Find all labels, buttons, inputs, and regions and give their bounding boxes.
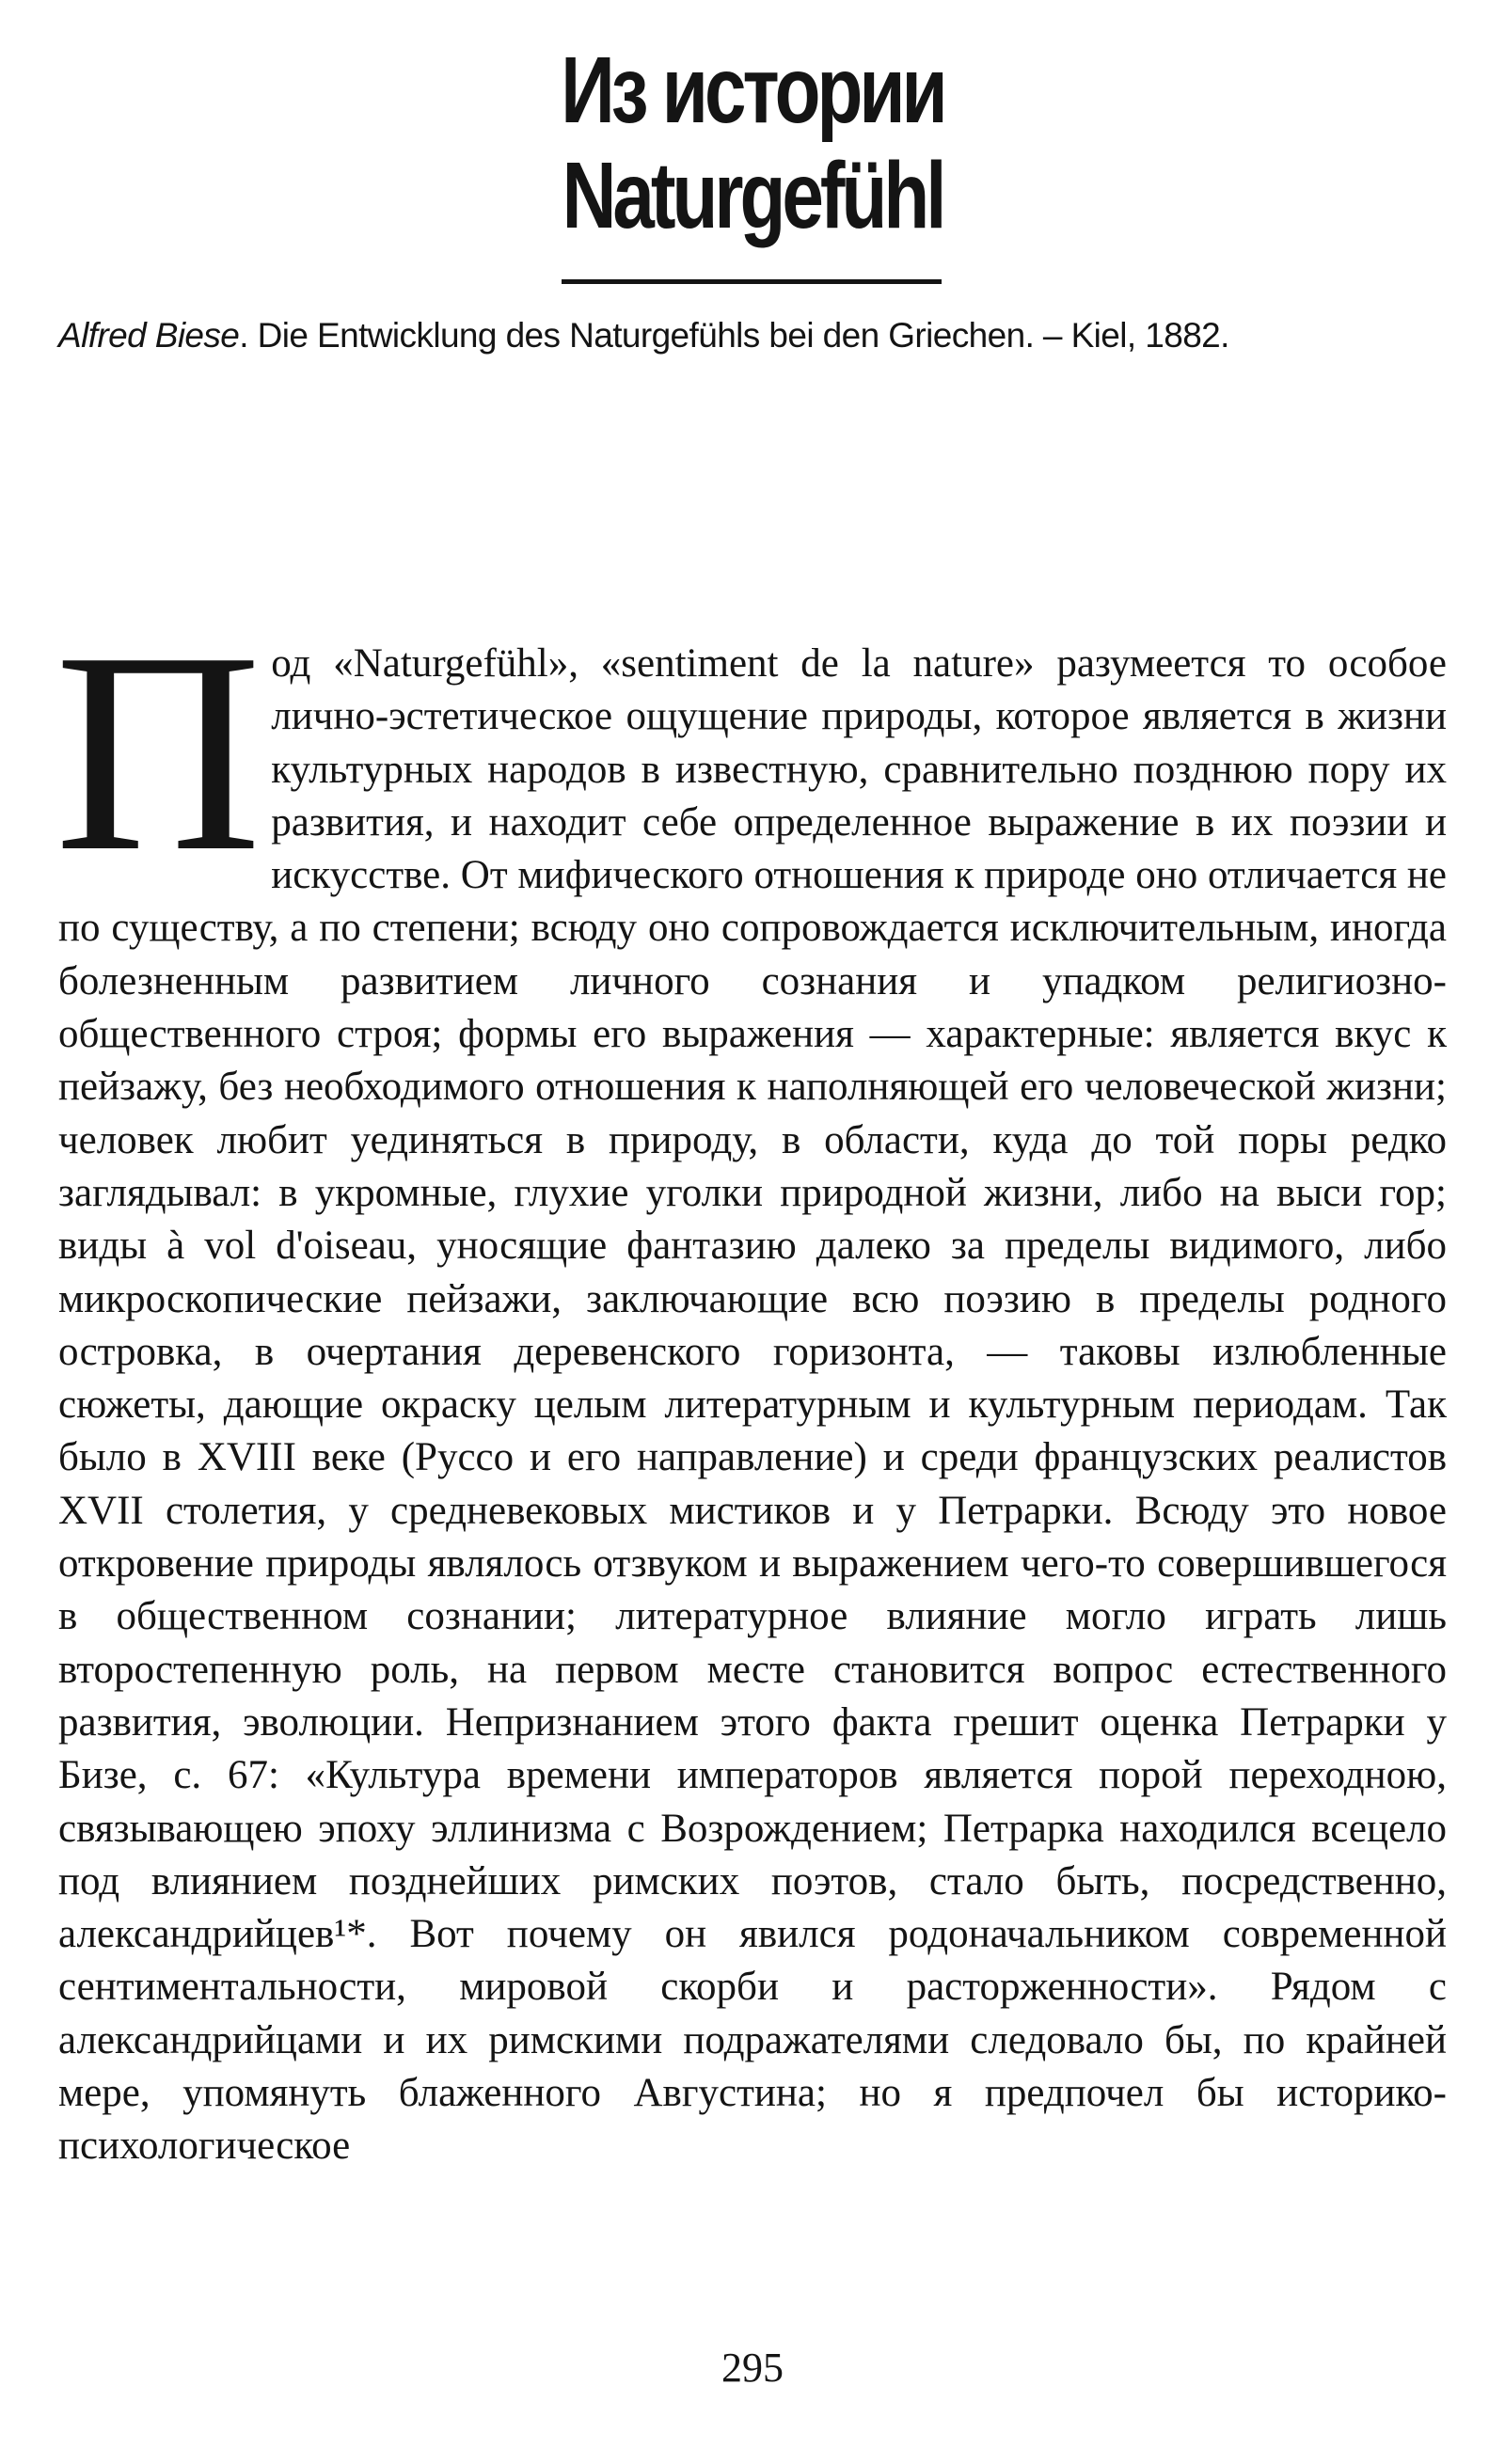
chapter-title [150,38,1354,248]
drop-cap: П [55,592,262,910]
title-divider [562,279,942,284]
page-number: 295 [721,2345,784,2391]
source-details: . Die Entwicklung des Naturgefühls bei den Griechen. – Kiel, 1882. [239,316,1229,355]
body-paragraph [55,592,1447,2173]
source-citation [58,310,1450,361]
body-paragraph-text: од «Naturgefühl», «sentiment de la nature» разумеется то особое лично-эстетическое ощущение природы, которое является в жизни культурных народов в известную, сравнительно позднюю пору их развития, и находит себе определенное выражение в их поэзии и искусстве. От мифического отношения к природе оно отличается не по существу, а по степени; всюду оно сопровождается исключительным, иногда болезненным развитием личного сознания и упадком религиозно-общественного строя; формы его выражения — характерные: является вкус к пейзажу, без необходимого отношения к наполняющей его человеческой жизни; человек любит уединяться в природу, в области, куда до той поры редко заглядывал: в укромные, глухие уголки природной жизни, либо на выси гор; виды à vol d'oiseau, уносящие фантазию далеко за пределы видимого, либо микроскопические пейзажи, заключающие всю поэзию в пределы родного островка, в очертания деревенского горизонта, — таковы излюбленные сюжеты, дающие окраску целым литературным и культурным периодам. Так было в XVIII веке (Руссо и его направление) и среди французских реалистов XVII столетия, у средневековых мистиков и у Петрарки. Всюду это новое откровение природы являлось отзвуком и выражением чего-то совершившегося в общественном сознании; литературное влияние могло играть лишь второстепенную роль, на первом месте становится вопрос естественного развития, эволюции. Непризнанием этого факта грешит оценка Петрарки у Бизе, с. 67: «Культура времени императоров является порой переходною, связывающею эпоху эллинизма с Возрождением; Петрарка находился всецело под влиянием позднейших римских поэтов, стало быть, посредственно, александрийцев¹*. Вот почему он явился родоначальником современной сентиментальности, мировой скорби и расторженности». Рядом с александрийцами и их римскими подражателями следовало бы, по крайней мере, упомянуть блаженного Августина; но я предпочел бы историко-психологическое [58,641,1447,2169]
chapter-title-line-1: Из истории [561,38,944,143]
source-author: Alfred Biese [58,316,240,355]
chapter-title-line-2: Naturgefühl [562,143,943,248]
